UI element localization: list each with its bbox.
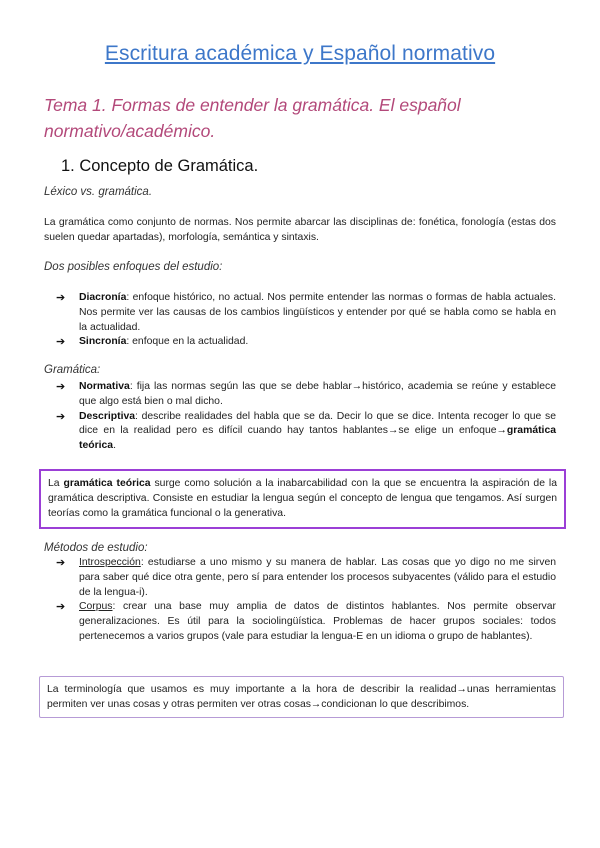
arrow-right-icon: ➔ [56,381,66,393]
box-term: gramática teórica [63,478,151,489]
box-text: surge como solución a la inabarcabilidad con la que se encuentra la aspiración de la gramática descriptiva. Consiste en estudiar la lengua según el concepto de lengua que tengamos. Así surgen teorías como la gramática funcional o la generativa. [48,478,557,520]
arrow-right-icon: ➔ [56,336,66,349]
arrow-right-icon: ➔ [56,292,66,304]
gramatica-subheading: Gramática: [44,364,101,376]
item-term-2: gramática teórica [79,425,556,452]
item-text: : estudiarse a uno mismo y su manera de hablar. Las cosas que yo digo no me sirven para saber qué dice otra gente, pero sí para entender los procesos subyacentes (válido para el estudio de la lengua-i). [79,557,556,598]
tema-heading: Tema 1. Formas de entender la gramática. El español normativo/académico. [44,95,461,141]
item-term: Diacronía [79,292,127,303]
metodos-list [44,556,556,645]
list-item [44,335,556,350]
item-term: Corpus [79,601,113,613]
list-item [44,291,556,335]
list-item [44,410,556,454]
item-end: . [113,440,116,452]
document-title: Escritura académica y Español normativo [104,42,496,65]
highlight-box-gramatica-teorica [39,469,566,529]
gramatica-list [44,380,556,454]
box-pre: La [48,478,64,489]
arrow-right-icon: ➔ [56,410,66,423]
item-text: : fija las normas según las que se debe hablar→histórico, academia se reúne y establece que algo está bien o mal dicho. [79,381,556,407]
metodos-subheading: Métodos de estudio: [44,542,148,554]
enfoques-list [44,291,556,350]
item-term: Sincronía [79,336,127,348]
item-term: Introspección [79,557,141,568]
list-item [44,556,556,600]
list-item [44,380,556,410]
item-text: : describe realidades del habla que se da. Decir lo que se dice. Intenta recoger lo que se dice en la realidad pero es difícil cuando hay tantos hablantes→se elige un enfoque→ [79,410,556,437]
item-text: : enfoque histórico, no actual. Nos permite entender las normas o formas de habla actuales. Nos permite ver las causas de los cambios lingüísticos y entender por qué se habla como se habla en la actualidad. [79,292,556,333]
item-text: : crear una base muy amplia de datos de distintos hablantes. Nos permite observar generalizaciones. Es útil para la sociolingüística. Problemas de hacer grupos sociales: todos pertenecemos a varios grupos (vale para estudiar la lengua-E en un idioma o grupo de hablantes). [79,601,556,642]
item-term: Descriptiva [79,410,136,422]
highlight-box-terminologia: La terminología que usamos es muy importante a la hora de describir la realidad→unas herramientas permiten ver unas cosas y otras permiten ver otras cosas→condicionan lo que describimos. [39,676,564,718]
arrow-right-icon: ➔ [56,557,66,569]
item-text: : enfoque en la actualidad. [126,336,249,348]
enfoques-subheading: Dos posibles enfoques del estudio: [44,261,223,273]
lexico-paragraph: La gramática como conjunto de normas. Nos permite abarcar las disciplinas de: fonética, fonología (estas dos suelen quedar apartadas), morfología, semántica y sintaxis. [44,217,556,244]
arrow-right-icon: ➔ [56,601,66,614]
section-heading: 1. Concepto de Gramática. [61,157,259,175]
item-term: Normativa [79,381,130,392]
list-item [44,600,556,644]
lexico-subheading: Léxico vs. gramática. [44,186,153,198]
